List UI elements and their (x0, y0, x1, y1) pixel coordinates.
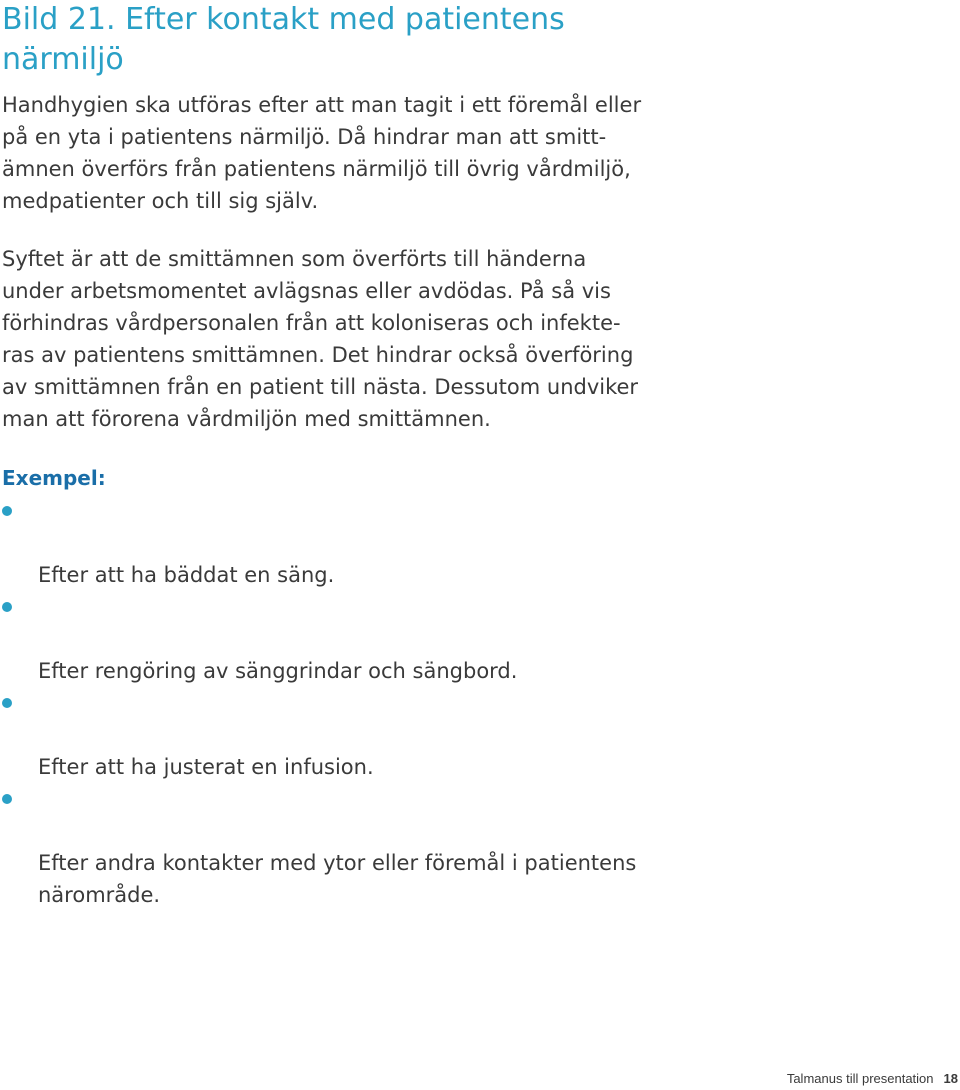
list-item-text: Efter att ha bäddat en säng. (38, 563, 335, 587)
list-item-text: Efter att ha justerat en infusion. (38, 755, 374, 779)
examples-list (0, 495, 720, 911)
list-item (0, 495, 720, 591)
purpose-paragraph: Syftet är att de smittämnen som överförts till händerna under arbetsmomentet avlägsnas eller avdödas. På så vis förhindras vårdpersonalen från att koloniseras och infekte- ras av patientens smittämnen. Det hindrar också överföring av smittämnen från en patient till nästa. Dessutom undviker man att förorena vårdmiljön med smittämnen. (2, 247, 639, 431)
list-item-text: Efter rengöring av sänggrindar och sängbord. (38, 659, 518, 683)
bullet-icon (2, 698, 12, 708)
page-title: Bild 21. Efter kontakt med patientens närmiljö (2, 2, 565, 77)
intro-paragraph: Handhygien ska utföras efter att man tagit i ett föremål eller på en yta i patientens närmiljö. Då hindrar man att smitt- ämnen överförs från patientens närmiljö till övrig vårdmiljö, medpatienter och till sig själv. (2, 93, 642, 213)
list-item (0, 591, 720, 687)
list-item-text: Efter andra kontakter med ytor eller föremål i patientens närområde. (38, 851, 637, 907)
list-item (0, 687, 720, 783)
page-footer (787, 1071, 958, 1087)
examples-heading: Exempel: (2, 466, 106, 490)
page-number: 18 (943, 1071, 958, 1086)
bullet-icon (2, 506, 12, 516)
bullet-icon (2, 602, 12, 612)
footer-label: Talmanus till presentation (786, 1071, 934, 1086)
list-item (0, 783, 720, 911)
bullet-icon (2, 794, 12, 804)
